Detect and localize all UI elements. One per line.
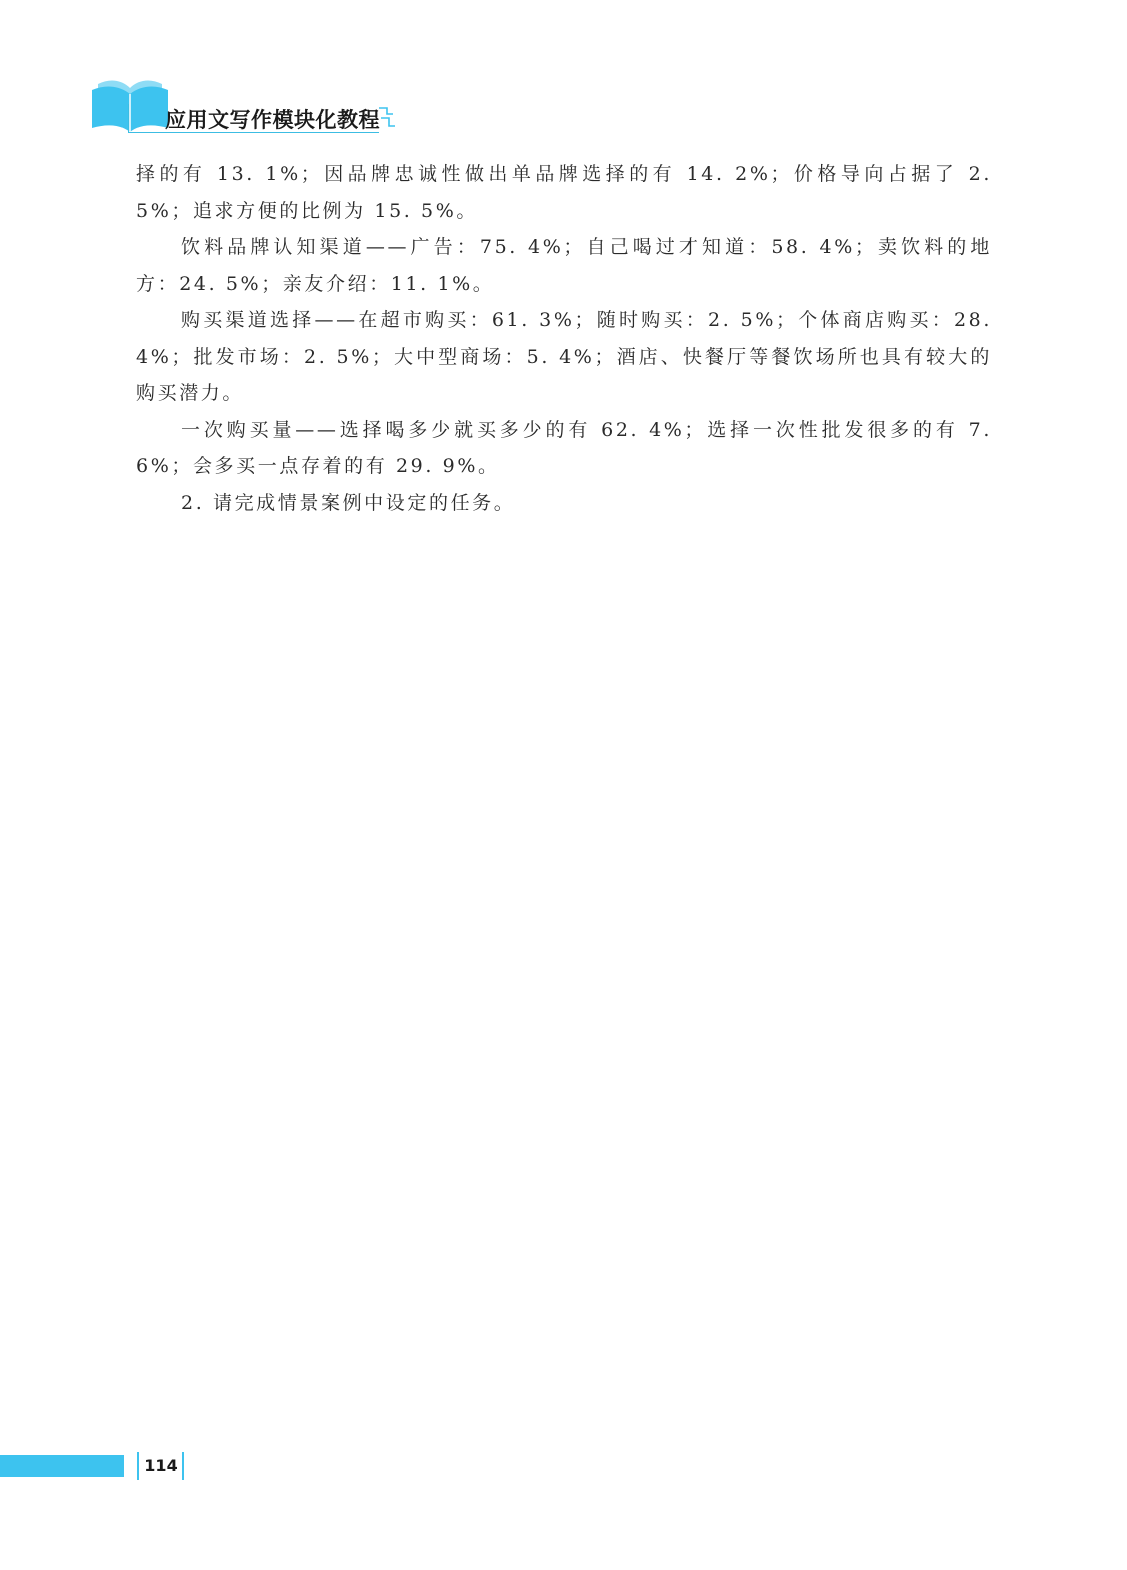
paragraph-purchase-quantity: 一次购买量——选择喝多少就买多少的有 62. 4%；选择一次性批发很多的有 7. 6%；会多买一点存着的有 29. 9%。 bbox=[136, 418, 992, 477]
footer-separator bbox=[137, 1452, 139, 1480]
header-decoration-icon bbox=[377, 106, 397, 132]
body-text bbox=[136, 156, 992, 521]
page-header bbox=[0, 0, 1127, 150]
footer-accent-bar bbox=[0, 1455, 124, 1477]
paragraph-purchase-channel: 购买渠道选择——在超市购买：61. 3%；随时购买：2. 5%；个体商店购买：28. 4%；批发市场：2. 5%；大中型商场：5. 4%；酒店、快餐厅等餐饮场所也具有较大的购买潜力。 bbox=[136, 309, 993, 404]
paragraph-continued: 择的有 13. 1%；因品牌忠诚性做出单品牌选择的有 14. 2%；价格导向占据了 2. 5%；追求方便的比例为 15. 5%。 bbox=[136, 163, 992, 222]
footer-separator bbox=[182, 1452, 184, 1480]
page-number: 114 bbox=[144, 1456, 178, 1475]
paragraph-brand-awareness: 饮料品牌认知渠道——广告：75. 4%；自己喝过才知道：58. 4%；卖饮料的地方：24. 5%；亲友介绍：11. 1%。 bbox=[136, 236, 992, 295]
book-title: 应用文写作模块化教程 bbox=[165, 108, 380, 132]
exercise-item: 2. 请完成情景案例中设定的任务。 bbox=[181, 491, 516, 514]
